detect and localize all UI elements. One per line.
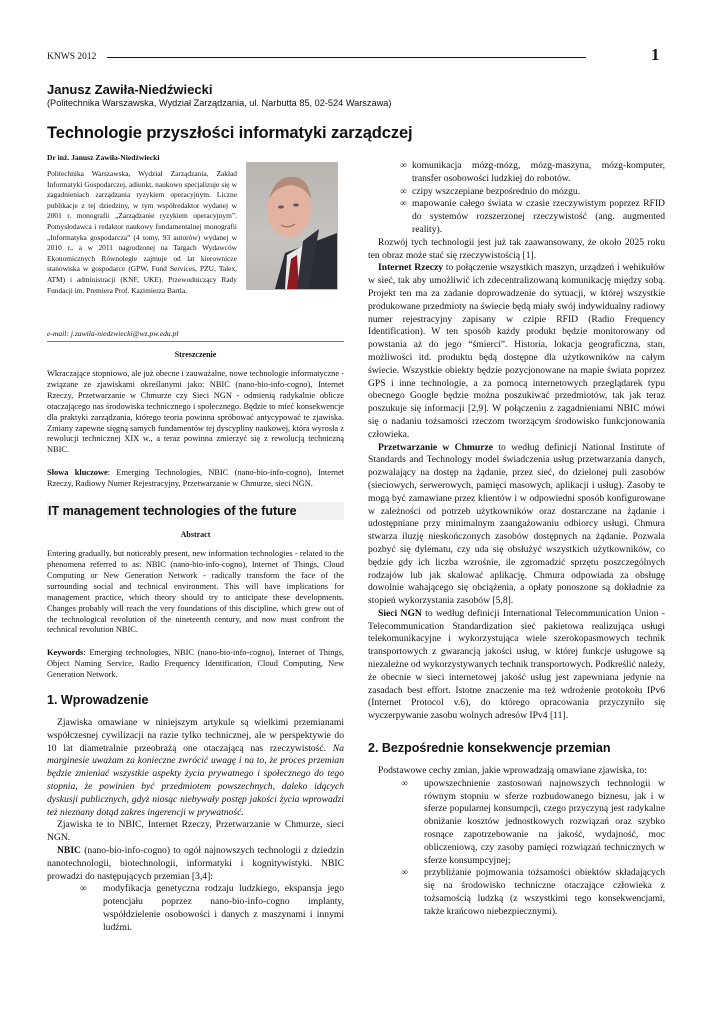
nbic-bullets-left (47, 883, 344, 934)
english-title: IT management technologies of the future (47, 502, 344, 520)
bullet-text: mapowanie całego świata w czasie rzeczywistym poprzez RFID do systemów rozszerzonej rzeczywistość (ang. augmented reality). (412, 198, 665, 235)
author-affiliation: (Politechnika Warszawska, Wydział Zarządzania, ul. Narbutta 85, 02-524 Warszawa) (47, 98, 392, 108)
list-item (368, 198, 665, 236)
abstract-heading: Abstract (180, 530, 211, 540)
ngn-text: to według definicji International Telecommunication Union - Telecommunication Standardization sieć pakietowa realizująca usługi telekomunikacyjne i wykorzystująca wiele szerokopasmowych technik transportowych z gwarancją jakości usług, w której funkcje usługowe są niezależne od wykorzystywanych technik transportowych. Podkreślić należy, że obecnie w sieci internetowej jakość usług jest zapewniana jedynie na zasadach best effort. Istotne znaczenie ma też wdrożenie protokołu IPv6 (Internet Protocol v.6), do którego opracowania przyczyniło się wyczerpywanie zasobu wolnych adresów IPv4 [11]. (368, 607, 665, 722)
iot-text: to połączenie wszystkich maszyn, urządzeń i wehikułów w sieć, tak aby umożliwić ich zdecentralizowaną komunikację między sobą. Projekt ten ma za zadanie doprowadzenie do sytuacji, w której wszystkie produkowane przedmioty na świecie będą miały swój indywidualny radiowy numer rejestracyjny zapisany w czipie RFID (Radio Frequency Identification). W ten sposób każdy produkt będzie monitorowany od powstania aż do jego “śmierci”. Historia, lokacja geograficzna, stan, możliwości itd. produktu będą dostępne dla użytkowników na całym świecie. Wszystkie obiekty będzie pozycjonowane na mapie świata poprzez GPS i inne technologie, a za pomocą internetowych przeglądarek typu obecnego Google będzie można poszukiwać przedmiotów, tak jak teraz poszukuje się informacji [2,9]. W połączeniu z zagadnieniami NBIC mówi się o nadaniu tożsamości rzeczom tworzącym środowisko funkcjonowania człowieka. (368, 262, 665, 440)
right-column (368, 160, 665, 919)
ngn-paragraph (368, 608, 665, 723)
running-header (47, 45, 667, 64)
infinity-bullet-icon: ∞ (400, 186, 407, 197)
infinity-bullet-icon: ∞ (400, 199, 407, 210)
author-name: Janusz Zawiła-Niedźwiecki (47, 82, 213, 97)
keywords-en-label: Keywords (47, 648, 84, 658)
cloud-term: Przetwarzanie w Chmurze (378, 441, 494, 453)
development-paragraph: Rozwój tych technologii jest już tak zaawansowany, że około 2025 roku ten obraz może stać się rzeczywistością [1]. (368, 236, 665, 261)
left-column (47, 150, 344, 935)
streszczenie-heading: Streszczenie (174, 350, 217, 359)
bullet-text: komunikacja mózg-mózg, mózg-maszyna, mózg-komputer, transfer osobowości ludzkiej do robotów. (412, 160, 665, 184)
list-item (368, 867, 665, 918)
author-email: e-mail: j.zawila-niedzwiecki@wz.pw.edu.pl (47, 329, 179, 338)
iot-term: Internet Rzeczy (378, 262, 444, 274)
list-item (368, 186, 665, 199)
intro-p1-italic: Na marginesie uważam za konieczne zwrócić uwagę i na to, że proces przemian będzie zmieniać wszystkie aspekty życia prywatnego i społecznego do tego stopnia, że powinien być przedmiotem powszechnych, daleko idących dyskusji publicznych, gdyż niosąc niebywały postęp jakości życia wprowadzi też nieznany dotąd zakres ingerencji w prywatność. (47, 742, 344, 818)
infinity-bullet-icon: ∞ (401, 778, 408, 789)
nbic-paragraph (47, 845, 344, 883)
keywords-pl (47, 468, 344, 490)
nbic-term: NBIC (57, 845, 81, 856)
conference-label: KNWS 2012 (47, 52, 97, 62)
infinity-bullet-icon: ∞ (400, 161, 407, 171)
keywords-pl-list: : Emerging Technologies, NBIC (nano-bio-info-cogno), Internet Rzeczy, Radiowy Numer Rejestracyjny, Przetwarzanie w Chmurze, sieci NGN. (47, 468, 344, 489)
intro-p1-normal: Zjawiska omawiane w niniejszym artykule są wielkimi przemianami współczesnej cywilizacji na razie tylko technicznej, ale w perspektywie do 10 lat diametralnie przeobrażą one otaczającą nas rzeczywistość. (47, 717, 344, 754)
cloud-text: to według definicji National Institute of Standards and Technology model świadczenia usług przetwarzania danych, pozwalający na dostęp na żądanie, przez sieć, do dzielonej puli zasobów (sieciowych, serwerowych, pamięci masowych, aplikacji i usług). Zasoby te mogą być zamawiane przez klientów i w odpowiedni sposób konfigurowane w zależności od potrzeb użytkowników oraz dostarczane na żądanie i udostępniane przy minimalnym zaangażowaniu odbiorcy usługi. Chmura stwarza iluzję nieskończonych zasobów dostępnych na żądanie. Pozwala pozbyć się dylematu, czy uda się obsłużyć wszystkich użytkowników, co będzie gdy ich liczba wzrośnie, ile zgromadzić sprzętu poszczególnych rodzajów lub jak skalować aplikację. Chmura odpowiada za obsługę dowolnie wahającego się obciążenia, a opłaty ponoszone są dokładnie za stopień wykorzystania zasobów [5,8]. (368, 441, 665, 607)
bio-name: Dr inż. Janusz Zawiła-Niedźwiecki (47, 153, 160, 162)
bio-text: Politechnika Warszawska, Wydział Zarządzania, Zakład Informatyki Gospodarczej, adiunkt, naukowo specjalizuje się w zagadnieniach zarządzania ryzykiem operacyjnym. Liczne publikacje z tej dziedziny, w tym współredaktor wydanej w 2001 r. monografii „Zarządzanie ryzykiem operacyjnym”. Pomysłodawca i redaktor naukowy fundamentalnej monografii „Informatyka gospodarcza” (4 tomy, 93 autorów) wydanej w 2010 r., a w 2011 nagrodzonej na Targach Wydawców Ekonomicznych Równolegle zajmuje od lat kierownicze stanowiska w gospodarce (GPW, Fund Services, PZU, Talex, ATM) i administracji (KNF, UKE). Przewodniczący Rady Fundacji im. Premiera Prof. Kazimierza Bartla. (47, 169, 237, 295)
list-item (368, 160, 665, 186)
list-item (368, 778, 665, 868)
intro-paragraph-2: Zjawiska te to NBIC, Internet Rzeczy, Przetwarzanie w Chmurze, sieci NGN. (47, 819, 344, 844)
infinity-bullet-icon: ∞ (401, 868, 408, 879)
section-2-intro: Podstawowe cechy zmian, jakie wprowadzają omawiane zjawiska, to: (378, 765, 647, 777)
iot-paragraph (368, 262, 665, 441)
section-2-bullets (368, 778, 665, 919)
header-rule (107, 57, 586, 58)
bullet-text: czipy wszczepiane bezpośrednio do mózgu. (412, 185, 581, 197)
section-2-heading: 2. Bezpośrednie konsekwencje przemian (368, 741, 611, 756)
bullet-text: modyfikacja genetyczna rodzaju ludzkiego, ekspansja jego potencjału poprzez nano-bio-info-cogno implanty, współdzielenie osobowości i danych z maszynami i innymi ludźmi. (103, 883, 344, 933)
nbic-bullets-right (368, 160, 665, 237)
section-1-heading: 1. Wprowadzenie (47, 693, 149, 708)
author-bio-box (47, 150, 344, 342)
keywords-en-list: : Emerging technologies, NBIC (nano-bio-info-cogno), Internet of Things, Object Naming Service, Radio Frequency Identification, Cloud Computing, New Generation Network. (47, 648, 344, 680)
paper-title: Technologie przyszłości informatyki zarządczej (47, 124, 413, 142)
cloud-paragraph (368, 442, 665, 608)
nbic-text: (nano-bio-info-cogno) to ogół najnowszych technologii z dziedzin nanotechnologii, biotechnologii, informatyki i kognitywistyki. NBIC prowadzi do następujących przemian [3,4]: (47, 845, 344, 882)
list-item (47, 883, 344, 934)
intro-paragraph-1 (47, 717, 344, 819)
bullet-text: upowszechnienie zastosowań najnowszych technologii w równym stopniu w sferze rozbudowanego biznesu, jak i w sferze popularnej konsumpcji, czego przyczyną jest radykalne obniżanie kosztów jednostkowych rozwiązań oraz szybko rosnące zapotrzebowanie na jakość, wydajność, moc obliczeniową, czy zasoby pamięci rozwiązań technicznych w sferze konsumpcyjnej; (424, 777, 665, 866)
infinity-bullet-icon: ∞ (80, 884, 87, 895)
streszczenie-text: Wkraczające stopniowo, ale już obecne i zauważalne, nowe technologie informatyczne - związane ze zjawiskami określanymi jako: NBIC (nano-bio-info-cogno), Internet Rzeczy, Przetwarzanie w Chmurze czy Sieci NGN - odmienią radykalnie oblicze otaczającego nas środowiska technicznego i społecznego. Będzie to mieć konsekwencje dla praktyki zarządzania, którego teoria powinna spróbować antycypować te zjawiska. Zmiany zapewne sięgną samych fundamentów tej dyscypliny naukowej, która wyrosła z rewolucji technicznej XIX w., a teraz powinna zmierzyć się z rewolucją techniczną NBIC. (47, 369, 344, 455)
portrait-icon (247, 163, 337, 289)
author-photo (246, 162, 338, 290)
bullet-text: przybliżanie pojmowania tożsamości obiektów składających się na środowisko techniczne otaczające człowieka z tożsamością ludzką (z wszystkimi tego konsekwencjami, także krańcowo niebezpiecznymi). (424, 867, 665, 917)
ngn-term: Sieci NGN (378, 607, 422, 619)
keywords-en (47, 648, 344, 681)
keywords-pl-label: Słowa kluczowe (47, 468, 108, 478)
page-number: 1 (651, 45, 660, 64)
abstract-text: Entering gradually, but noticeably present, new information technologies - related to the phenomena referred to as: NBIC (nano-bio-info-cogno), Internet of Things, Cloud Computing or New Generation Network - radically transform the face of the surrounding social and technical environment. This will have implications for management practice, which theory should try to anticipate these developments. Changes probably will reach the very foundations of this discipline, which grew out of the technological revolution of the nineteenth century, and now must confront the technical revolution NBIC. (47, 549, 344, 635)
